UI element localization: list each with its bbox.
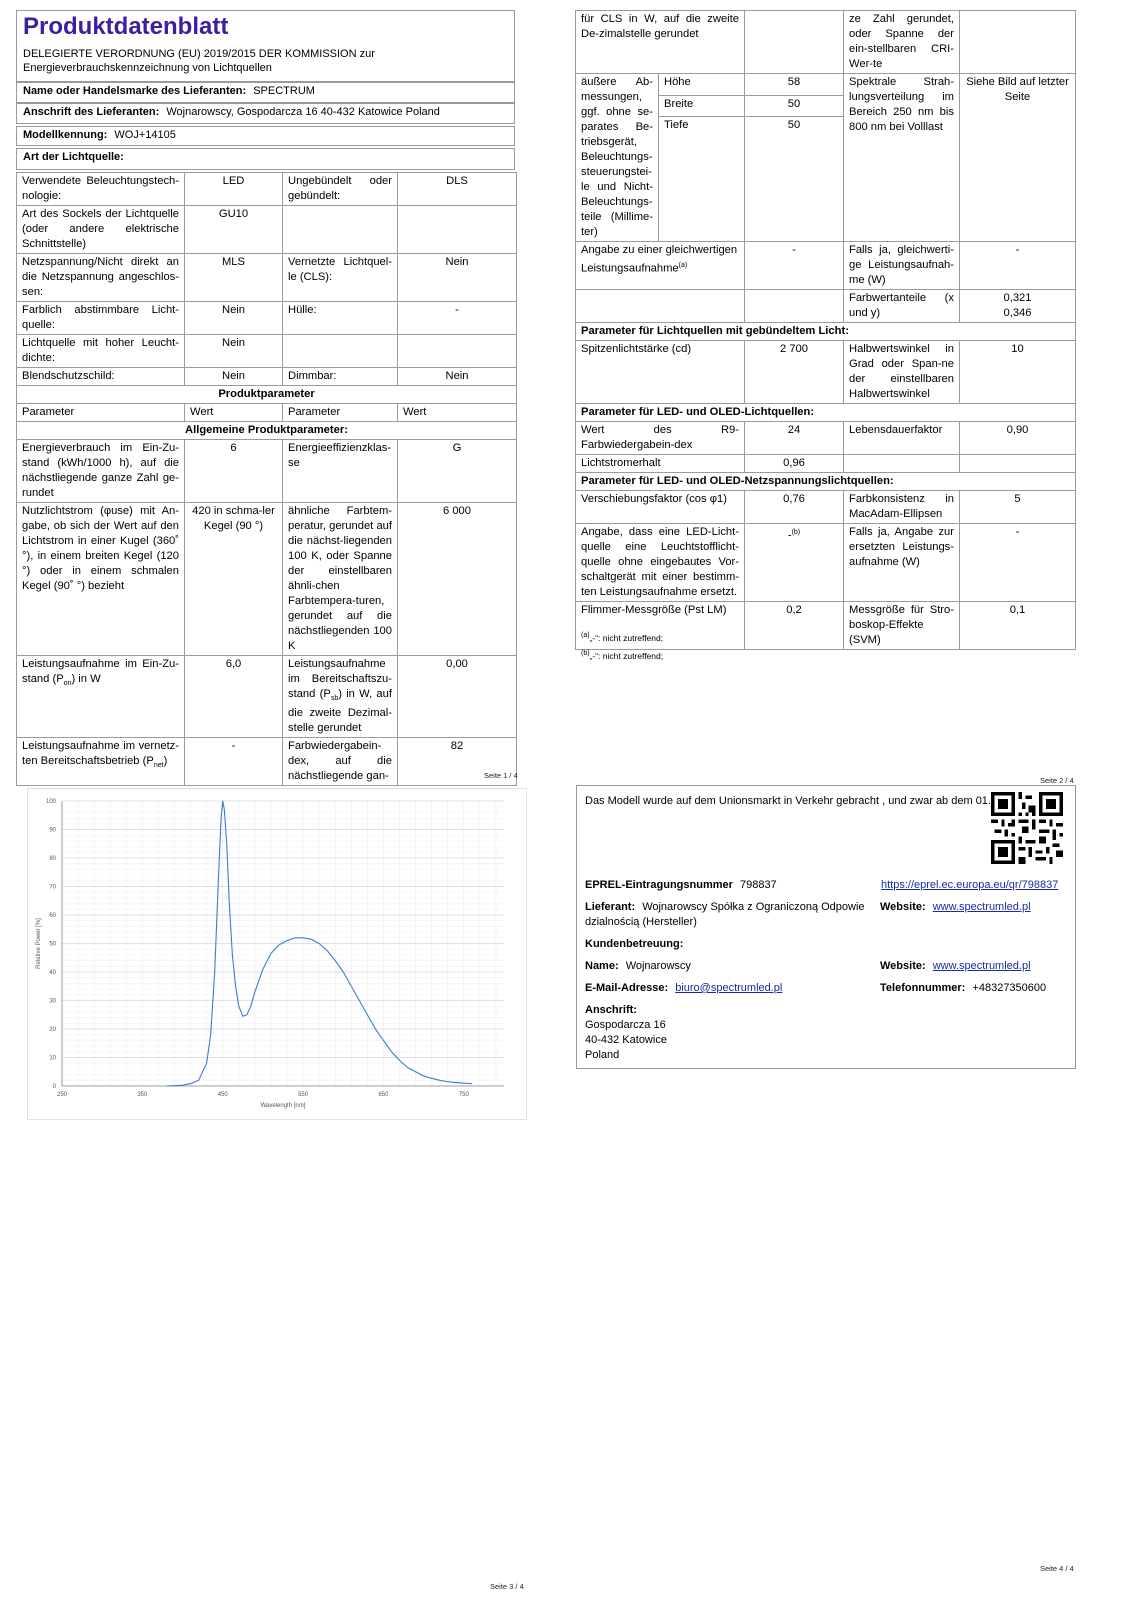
general-params-heading: Allgemeine Produktparameter:: [17, 422, 517, 440]
param-value: 6: [185, 440, 283, 503]
address-line: Gospodarcza 16: [585, 1019, 666, 1031]
y-tick-label: 80: [49, 856, 56, 862]
supplier-label: Lieferant:: [585, 901, 636, 913]
param-label: ze Zahl gerundet, oder Spanne der ein-stellbaren CRI-Wer-te: [844, 11, 960, 74]
name-value: Wojnarowscy: [625, 960, 691, 972]
column-header: Wert: [185, 404, 283, 422]
table-row: [17, 503, 517, 656]
param-label: Ungebündelt oder gebündelt:: [283, 173, 398, 206]
param-value: [398, 206, 517, 254]
address-value: Wojnarowscy, Gospodarcza 16 40-432 Katowice Poland: [166, 106, 440, 118]
label-text: Leistungsaufnahme im vernetz-ten Bereitschaftsbetrieb (P: [22, 740, 179, 768]
y-tick-label: 30: [49, 998, 56, 1005]
page-number: Seite 1 / 4: [484, 771, 518, 780]
page-2: [575, 10, 1075, 670]
param-value: [745, 11, 844, 74]
phone-label: Telefonnummer:: [880, 982, 966, 994]
mains-heading: Parameter für LED- und OLED-Netzspannungslichtquellen:: [576, 473, 1076, 491]
param-value: Nein: [398, 254, 517, 302]
empty-cell: [745, 290, 844, 323]
table-row: [17, 656, 517, 738]
website-row: [880, 900, 1031, 915]
table-row: [576, 341, 1076, 404]
param-value: 2 700: [745, 341, 844, 404]
model-label: Modellkennung:: [23, 129, 108, 141]
x-tick-label: 750: [458, 1092, 469, 1098]
dim-name: Tiefe: [659, 117, 745, 242]
param-value: 82: [398, 738, 517, 786]
address-block: [585, 1003, 667, 1063]
website2-link[interactable]: www.spectrumled.pl: [932, 960, 1031, 972]
param-label: für CLS in W, auf die zweite De-zimalstelle gerundet: [576, 11, 745, 74]
param-label: Hülle:: [283, 302, 398, 335]
footnote-b: [581, 650, 663, 661]
website2-label: Website:: [880, 960, 926, 972]
param-label: Lebensdauerfaktor: [844, 422, 960, 455]
led-heading: Parameter für LED- und OLED-Lichtquellen:: [576, 404, 1076, 422]
table-row: [576, 242, 1076, 290]
name-label: Name:: [585, 960, 619, 972]
website2-row: [880, 959, 1031, 974]
table-row: [17, 302, 517, 335]
table-row: [17, 206, 517, 254]
param-label: Art des Sockels der Lichtquelle (oder andere elektrische Schnittstelle): [17, 206, 185, 254]
label-text: ) in W: [71, 673, 101, 685]
page-number: Seite 2 / 4: [1040, 776, 1074, 785]
type-heading: Art der Lichtquelle:: [23, 151, 124, 163]
column-header: Parameter: [17, 404, 185, 422]
name-row: [585, 959, 691, 974]
dim-value: 58: [745, 74, 844, 96]
eprel-row: [585, 878, 777, 893]
param-label: Angabe, dass eine LED-Licht-quelle eine Leuchtstofflicht-quelle ohne eingebautes Vor-schaltgerät mit einer bestimm-ten Leistungsaufnahme ersetzt.: [576, 524, 745, 602]
y-tick-label: 70: [49, 884, 56, 891]
table-row: [576, 290, 1076, 323]
y-tick-label: 20: [49, 1027, 56, 1033]
table-row: [17, 738, 517, 786]
dim-name: Höhe: [659, 74, 745, 96]
param-label: [17, 738, 185, 786]
page1-table: [16, 172, 517, 786]
y-tick-label: 40: [49, 970, 56, 976]
phone-value: +48327350600: [972, 982, 1047, 994]
table-row: [17, 335, 517, 368]
param-label: Falls ja, gleichwerti-ge Leistungsaufnah-me (W): [844, 242, 960, 290]
label-subscript: sb: [330, 695, 339, 703]
x-tick-label: 450: [217, 1092, 228, 1098]
param-value: Nein: [185, 335, 283, 368]
label-text: ): [163, 755, 168, 768]
param-label: Energieverbrauch im Ein-Zu-stand (kWh/1000 h), auf die nächstliegende ganze Zahl ge-rundet: [17, 440, 185, 503]
spectral-label: Spektrale Strah-lungsverteilung im Bereich 250 nm bis 800 nm bei Volllast: [844, 74, 960, 242]
website-link[interactable]: www.spectrumled.pl: [932, 901, 1031, 913]
x-axis-label: Wavelength [nm]: [260, 1103, 306, 1109]
param-label: Vernetzte Lichtquel-le (CLS):: [283, 254, 398, 302]
column-header: Parameter: [283, 404, 398, 422]
spectral-value: Siehe Bild auf letzter Seite: [960, 74, 1076, 242]
label-text: Leistungsaufnahme im Bereitschaftszu-stand (P: [288, 658, 392, 700]
product-params-heading: Produktparameter: [17, 386, 517, 404]
page-4: [576, 785, 1076, 1069]
value-text: -: [787, 529, 792, 542]
param-value: DLS: [398, 173, 517, 206]
regulation-line-2: Energieverbrauchskennzeichnung von Lichtquellen: [23, 62, 272, 74]
param-label: [283, 335, 398, 368]
supplier-label: Name oder Handelsmarke des Lieferanten:: [23, 85, 247, 97]
supplier-value: Wojnarowscy Spółka z Ograniczoną Odpowie dzialnością (Hersteller): [585, 901, 865, 928]
param-label: Nutzlichtstrom (φuse) mit An-gabe, ob sich der Wert auf den Lichtstrom in einer Kugel (360˚ °), in einem breiten Kegel (120 °) oder in einem schmalen Kegel (90˚ °) bezieht: [17, 503, 185, 656]
param-label: Messgröße für Stro-boskop-Effekte (SVM): [844, 602, 960, 650]
table-row: [576, 11, 1076, 74]
param-label: Spitzenlichtstärke (cd): [576, 341, 745, 404]
param-label: Farbkonsistenz in MacAdam-Ellipsen: [844, 491, 960, 524]
param-value: -: [398, 302, 517, 335]
directional-heading: Parameter für Lichtquellen mit gebündeltem Licht:: [576, 323, 1076, 341]
param-value: 0,1: [960, 602, 1076, 650]
empty-cell: [576, 290, 745, 323]
param-value: -: [960, 242, 1076, 290]
footnote-text: „-“: nicht zutreffend;: [589, 650, 664, 661]
param-label: Blendschutzschild:: [17, 368, 185, 386]
x-tick-label: 650: [378, 1092, 389, 1098]
param-value: [960, 11, 1076, 74]
empty-cell: [844, 455, 960, 473]
param-label: Farblich abstimmbare Licht-quelle:: [17, 302, 185, 335]
model-value: WOJ+14105: [114, 129, 176, 141]
y-axis-label: Relative Power [%]: [36, 918, 42, 969]
email-link[interactable]: biuro@spectrumled.pl: [675, 982, 783, 994]
param-value: 0,90: [960, 422, 1076, 455]
spectrum-chart: [28, 789, 526, 1119]
section-heading-row: [576, 473, 1076, 491]
spectrum-chart-frame: [27, 788, 527, 1120]
chroma-y: 0,346: [1003, 307, 1032, 319]
param-label: Dimmbar:: [283, 368, 398, 386]
param-value: 0,76: [745, 491, 844, 524]
y-tick-label: 100: [45, 799, 56, 805]
supplier-row: [16, 82, 515, 103]
footnote-ref: (b): [791, 529, 801, 536]
model-row: [16, 126, 515, 146]
customer-heading: [585, 937, 683, 952]
type-heading-row: [16, 148, 515, 170]
table-row: [17, 440, 517, 503]
email-row: [585, 981, 782, 996]
param-value: -: [185, 738, 283, 786]
address-label: Anschrift:: [585, 1004, 637, 1016]
x-tick-label: 350: [137, 1092, 148, 1098]
param-value: 5: [960, 491, 1076, 524]
column-header-row: [17, 404, 517, 422]
param-label: [17, 656, 185, 738]
y-tick-label: 10: [49, 1055, 56, 1062]
param-value: LED: [185, 173, 283, 206]
eprel-link[interactable]: https://eprel.ec.europa.eu/qr/798837: [881, 879, 1059, 891]
address-row: [16, 103, 515, 124]
y-tick-label: 90: [49, 827, 56, 834]
page2-table: [575, 10, 1076, 650]
dim-value: 50: [745, 95, 844, 117]
param-value: 6,0: [185, 656, 283, 738]
section-heading-row: [576, 323, 1076, 341]
param-value: 10: [960, 341, 1076, 404]
column-header: Wert: [398, 404, 517, 422]
footnote-ref: (a): [678, 262, 688, 269]
x-tick-label: 250: [56, 1092, 68, 1098]
label-subscript: net: [153, 762, 164, 770]
customer-heading-text: Kundenbetreuung:: [585, 938, 684, 950]
dimensions-label: äußere Ab-messungen, ggf. ohne se-parates Be-triebsgerät, Beleuchtungs-steuerungstei-le und Nicht-Beleuchtungs-teile (Millime-ter): [576, 74, 659, 242]
param-value: G: [398, 440, 517, 503]
dim-value: 50: [745, 117, 844, 242]
param-label: Farbwertanteile (x und y): [844, 290, 960, 323]
param-value: Nein: [398, 368, 517, 386]
address-label: Anschrift des Lieferanten:: [23, 106, 160, 118]
param-label: [283, 206, 398, 254]
page-number: Seite 3 / 4: [490, 1582, 524, 1591]
param-value: 24: [745, 422, 844, 455]
param-label: Farbwiedergabein-dex, auf die nächstliegende gan-: [283, 738, 398, 786]
param-value: 6 000: [398, 503, 517, 656]
param-value: -: [745, 242, 844, 290]
footnote-mark: (a): [581, 632, 590, 639]
footnote-text: „-“: nicht zutreffend;: [589, 632, 664, 643]
y-tick-label: 0: [52, 1084, 56, 1090]
table-row: [576, 524, 1076, 602]
param-label: Energieeffizienzklas-se: [283, 440, 398, 503]
table-row: [576, 491, 1076, 524]
param-label: [283, 656, 398, 738]
param-label: [576, 242, 745, 290]
param-label: Lichtquelle mit hoher Leucht-dichte:: [17, 335, 185, 368]
y-tick-label: 50: [49, 941, 56, 948]
chroma-x: 0,321: [1003, 292, 1032, 304]
param-label: Flimmer-Messgröße (Pst LM): [576, 602, 745, 650]
address-line: 40-432 Katowice: [585, 1034, 667, 1046]
website-label: Website:: [880, 901, 926, 913]
table-row: [576, 455, 1076, 473]
regulation-line-1: DELEGIERTE VERORDNUNG (EU) 2019/2015 DER KOMMISSION zur: [23, 48, 375, 60]
label-text: ) in W, auf die zweite Dezimal-stelle gerundet: [288, 688, 392, 735]
param-label: Falls ja, Angabe zur ersetzten Leistungs-aufnahme (W): [844, 524, 960, 602]
page-number: Seite 4 / 4: [1040, 1564, 1074, 1573]
phone-row: [880, 981, 1046, 996]
param-label: Netzspannung/Nicht direkt an die Netzspannung angeschlos-sen:: [17, 254, 185, 302]
param-value: Nein: [185, 302, 283, 335]
section-heading-row: [17, 422, 517, 440]
param-value: 0,00: [398, 656, 517, 738]
param-value: GU10: [185, 206, 283, 254]
param-value: Nein: [185, 368, 283, 386]
email-label: E-Mail-Adresse:: [585, 982, 669, 994]
supplier-row: [585, 900, 875, 930]
param-label: ähnliche Farbtem-peratur, gerundet auf die nächst-liegenden 100 K, oder Spanne der einstellbaren ähnli-chen Farbtempera-turen, gerundet auf die nächstliegenden 100 K: [283, 503, 398, 656]
param-label: Halbwertswinkel in Grad oder Span-ne der einstellbaren Halbwertswinkel: [844, 341, 960, 404]
param-label: Wert des R9-Farbwiedergabein-dex: [576, 422, 745, 455]
param-label: Verwendete Beleuchtungstech-nologie:: [17, 173, 185, 206]
y-tick-label: 60: [49, 913, 56, 919]
param-value: -: [960, 524, 1076, 602]
table-row: [17, 368, 517, 386]
label-text: Angabe zu einer gleichwertigen Leistungsaufnahme: [581, 244, 738, 275]
section-heading-row: [576, 404, 1076, 422]
param-label: Verschiebungsfaktor (cos φ1): [576, 491, 745, 524]
footnote-a: [581, 632, 663, 643]
market-text: Das Modell wurde auf dem Unionsmarkt in Verkehr gebracht , und zwar ab dem 01.: [585, 795, 991, 807]
param-value: [398, 335, 517, 368]
page-title: Produktdatenblatt: [23, 13, 229, 40]
empty-cell: [960, 455, 1076, 473]
eprel-label: EPREL-Eintragungsnummer: [585, 879, 733, 891]
table-row: [576, 422, 1076, 455]
param-label: Lichtstromerhalt: [576, 455, 745, 473]
table-row: [576, 74, 1076, 96]
qr-code-icon: [991, 792, 1063, 864]
supplier-value: SPECTRUM: [253, 85, 315, 97]
section-heading-row: [17, 386, 517, 404]
table-row: [17, 254, 517, 302]
address-line: Poland: [585, 1049, 620, 1061]
footnote-mark: (b): [581, 650, 590, 657]
label-subscript: on: [63, 680, 72, 688]
param-value: MLS: [185, 254, 283, 302]
eprel-value: 798837: [739, 879, 777, 891]
label-text: Leistungsaufnahme im Ein-Zu-stand (P: [22, 658, 179, 685]
param-value: [960, 290, 1076, 323]
param-value: 0,2: [745, 602, 844, 650]
param-value: [745, 524, 844, 602]
param-value: 0,96: [745, 455, 844, 473]
page-1: [16, 10, 516, 783]
param-value: 420 in schma-ler Kegel (90 °): [185, 503, 283, 656]
x-tick-label: 550: [298, 1092, 309, 1098]
page1-header-box: [16, 10, 515, 82]
dim-name: Breite: [659, 95, 745, 117]
table-row: [17, 173, 517, 206]
